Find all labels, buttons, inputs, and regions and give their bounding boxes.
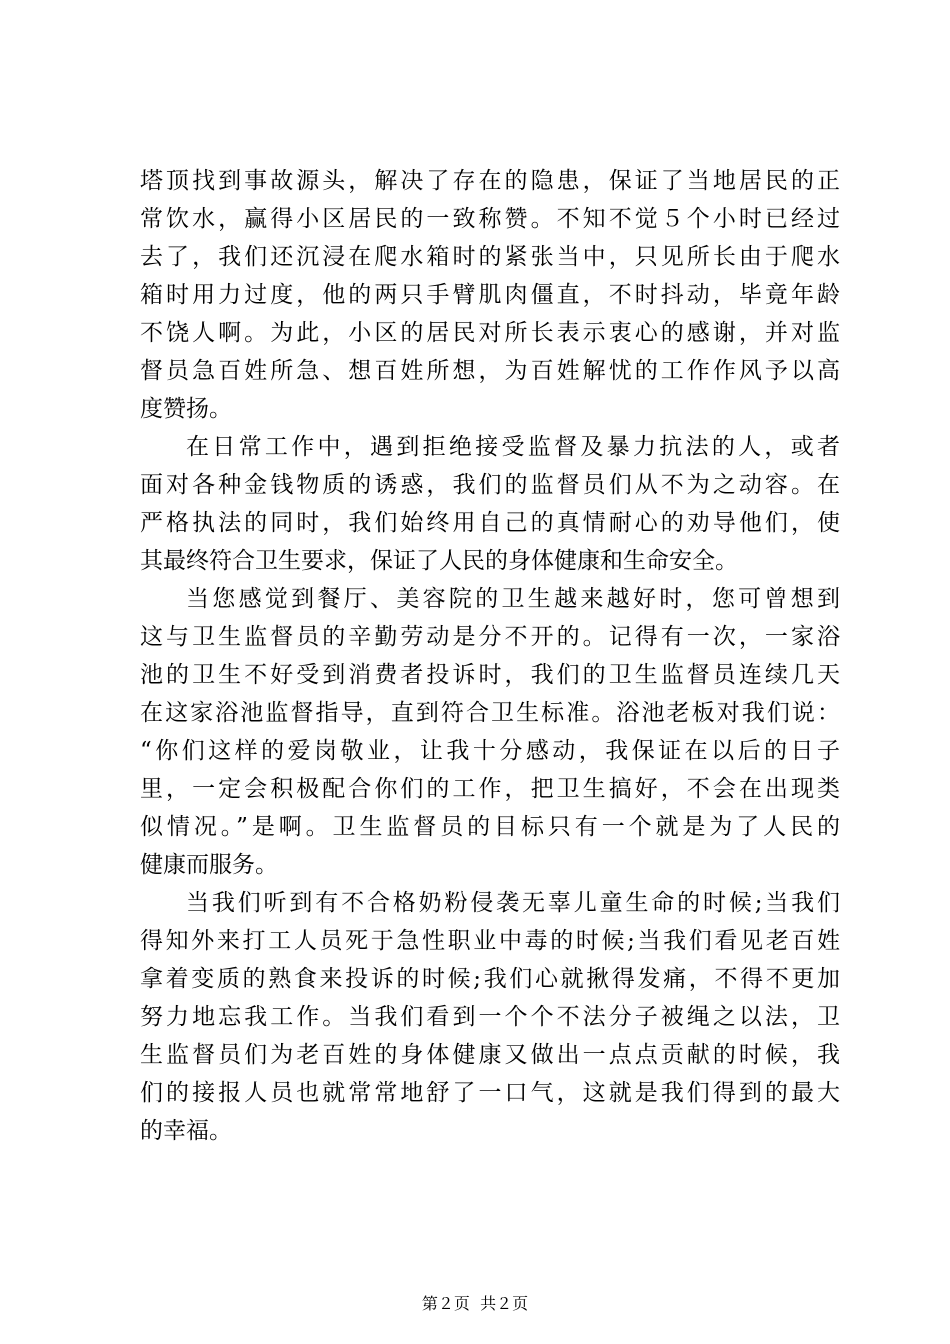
text-line: 努力地忘我工作。当我们看到一个个不法分子被绳之以法，卫 <box>140 1004 840 1030</box>
paragraph <box>140 580 840 884</box>
text-line: 严格执法的同时，我们始终用自己的真情耐心的劝导他们，使 <box>140 510 840 536</box>
text-line: 这与卫生监督员的辛勤劳动是分不开的。记得有一次，一家浴 <box>140 624 840 650</box>
paragraph <box>140 884 840 1150</box>
text-line: 常饮水，赢得小区居民的一致称赞。不知不觉５个小时已经过 <box>140 206 840 232</box>
text-line: 健康而服务。 <box>140 852 278 878</box>
text-line: 拿着变质的熟食来投诉的时候;我们心就揪得发痛，不得不更加 <box>140 966 840 992</box>
text-line: 生监督员们为老百姓的身体健康又做出一点点贡献的时候，我 <box>140 1042 840 1068</box>
text-line: 其最终符合卫生要求，保证了人民的身体健康和生命安全。 <box>140 548 738 574</box>
text-line: 度赞扬。 <box>140 396 232 422</box>
text-line: 似情况。”是啊。卫生监督员的目标只有一个就是为了人民的 <box>140 814 840 840</box>
text-line: 箱时用力过度，他的两只手臂肌肉僵直，不时抖动，毕竟年龄 <box>140 282 840 308</box>
text-line: 池的卫生不好受到消费者投诉时，我们的卫生监督员连续几天 <box>140 662 840 688</box>
text-line: 的幸福。 <box>140 1118 232 1144</box>
page-number: 第２页 共２页 <box>421 1294 529 1313</box>
text-line: 在日常工作中，遇到拒绝接受监督及暴力抗法的人，或者 <box>186 434 840 460</box>
page-footer <box>0 1294 950 1314</box>
text-line: 去了，我们还沉浸在爬水箱时的紧张当中，只见所长由于爬水 <box>140 244 840 270</box>
document-body <box>140 162 840 1150</box>
paragraph <box>140 428 840 580</box>
text-line: 当我们听到有不合格奶粉侵袭无辜儿童生命的时候;当我们 <box>186 890 840 916</box>
text-line: 面对各种金钱物质的诱惑，我们的监督员们从不为之动容。在 <box>140 472 840 498</box>
text-line: 们的接报人员也就常常地舒了一口气，这就是我们得到的最大 <box>140 1080 840 1106</box>
text-line: 得知外来打工人员死于急性职业中毒的时候;当我们看见老百姓 <box>140 928 840 954</box>
paragraph <box>140 162 840 428</box>
text-line: 里，一定会积极配合你们的工作，把卫生搞好，不会在出现类 <box>140 776 840 802</box>
text-line: 在这家浴池监督指导，直到符合卫生标准。浴池老板对我们说： <box>140 700 840 726</box>
text-line: 督员急百姓所急、想百姓所想，为百姓解忧的工作作风予以高 <box>140 358 840 384</box>
text-line: 当您感觉到餐厅、美容院的卫生越来越好时，您可曾想到 <box>186 586 840 612</box>
text-line: “你们这样的爱岗敬业，让我十分感动，我保证在以后的日子 <box>140 738 840 764</box>
text-line: 不饶人啊。为此，小区的居民对所长表示衷心的感谢，并对监 <box>140 320 840 346</box>
text-line: 塔顶找到事故源头，解决了存在的隐患，保证了当地居民的正 <box>140 168 840 194</box>
